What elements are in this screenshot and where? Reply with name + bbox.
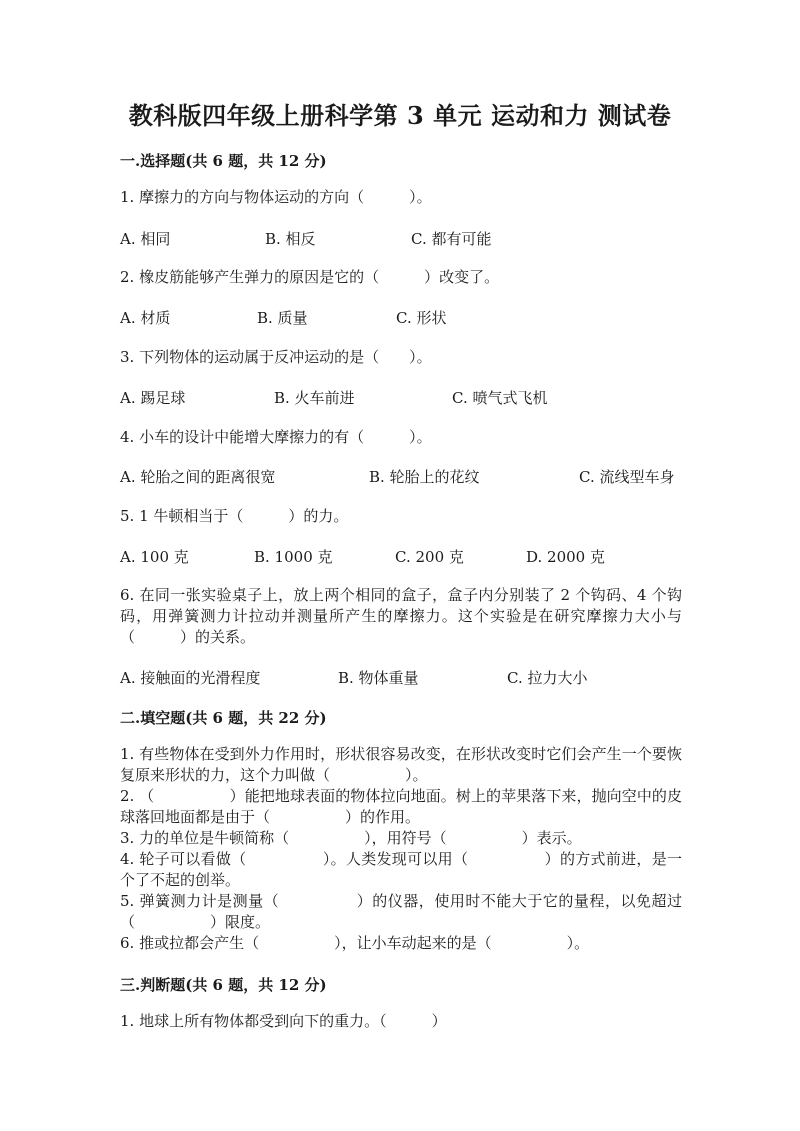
question-text: 5. 1 牛顿相当于（ ）的力。	[120, 507, 349, 525]
option: C. 拉力大小	[507, 669, 588, 687]
option: C. 都有可能	[411, 230, 492, 248]
option: A. 接触面的光滑程度	[120, 669, 261, 687]
page-title: 教科版四年级上册科学第 3 单元 运动和力 测试卷	[128, 101, 672, 130]
options-row	[120, 466, 690, 488]
option: C. 喷气式飞机	[452, 389, 548, 407]
question-text: 2. 橡皮筋能够产生弹力的原因是它的（ ）改变了。	[120, 268, 500, 286]
question-text: 6. 在同一张实验桌子上，放上两个相同的盒子，盒子内分别装了 2 个钩码、4 个钩码，用弹簧测力计拉动并测量所产生的摩擦力。这个实验是在研究摩擦力大小与（ ）的关系。	[120, 586, 682, 646]
option: A. 100 克	[120, 548, 189, 566]
options-row	[120, 387, 690, 409]
options-row	[120, 667, 690, 689]
fill-question: 4. 轮子可以看做（ ）。人类发现可以用（ ）的方式前进，是一个了不起的创举。	[120, 850, 682, 889]
option: C. 流线型车身	[579, 468, 675, 486]
option: A. 材质	[120, 309, 171, 327]
option: D. 2000 克	[526, 548, 605, 566]
option: B. 火车前进	[274, 389, 355, 407]
fill-question: 6. 推或拉都会产生（ ），让小车动起来的是（ ）。	[120, 934, 590, 952]
fill-question: 2. （ ）能把地球表面的物体拉向地面。树上的苹果落下来，抛向空中的皮球落回地面都是由于（ ）的作用。	[120, 787, 682, 826]
fill-question: 3. 力的单位是牛顿简称（ ），用符号（ ）表示。	[120, 829, 582, 847]
option: C. 形状	[396, 309, 447, 327]
option: A. 踢足球	[120, 389, 186, 407]
options-row	[120, 307, 690, 329]
option: B. 相反	[265, 230, 316, 248]
option: A. 相同	[120, 230, 171, 248]
question-text: 4. 小车的设计中能增大摩擦力的有（ ）。	[120, 428, 432, 446]
fill-question: 5. 弹簧测力计是测量（ ）的仪器，使用时不能大于它的量程，以免超过（ ）限度。	[120, 892, 682, 931]
option: B. 质量	[257, 309, 308, 327]
option: A. 轮胎之间的距离很宽	[120, 468, 276, 486]
option: B. 轮胎上的花纹	[369, 468, 480, 486]
fill-question: 1. 有些物体在受到外力作用时，形状很容易改变，在形状改变时它们会产生一个要恢复原来形状的力，这个力叫做（ ）。	[120, 745, 682, 784]
section-heading-choice: 一.选择题(共 6 题，共 12 分)	[120, 152, 327, 170]
section-heading-judge: 三.判断题(共 6 题，共 12 分)	[120, 976, 327, 994]
question-text: 1. 摩擦力的方向与物体运动的方向（ ）。	[120, 188, 432, 206]
question-text: 3. 下列物体的运动属于反冲运动的是（ ）。	[120, 348, 432, 366]
options-row	[120, 228, 690, 250]
section-heading-fill: 二.填空题(共 6 题，共 22 分)	[120, 709, 327, 727]
judge-question: 1. 地球上所有物体都受到向下的重力。（ ）	[120, 1012, 447, 1030]
options-row	[120, 546, 690, 568]
option: B. 物体重量	[338, 669, 419, 687]
option: B. 1000 克	[254, 548, 333, 566]
option: C. 200 克	[395, 548, 464, 566]
